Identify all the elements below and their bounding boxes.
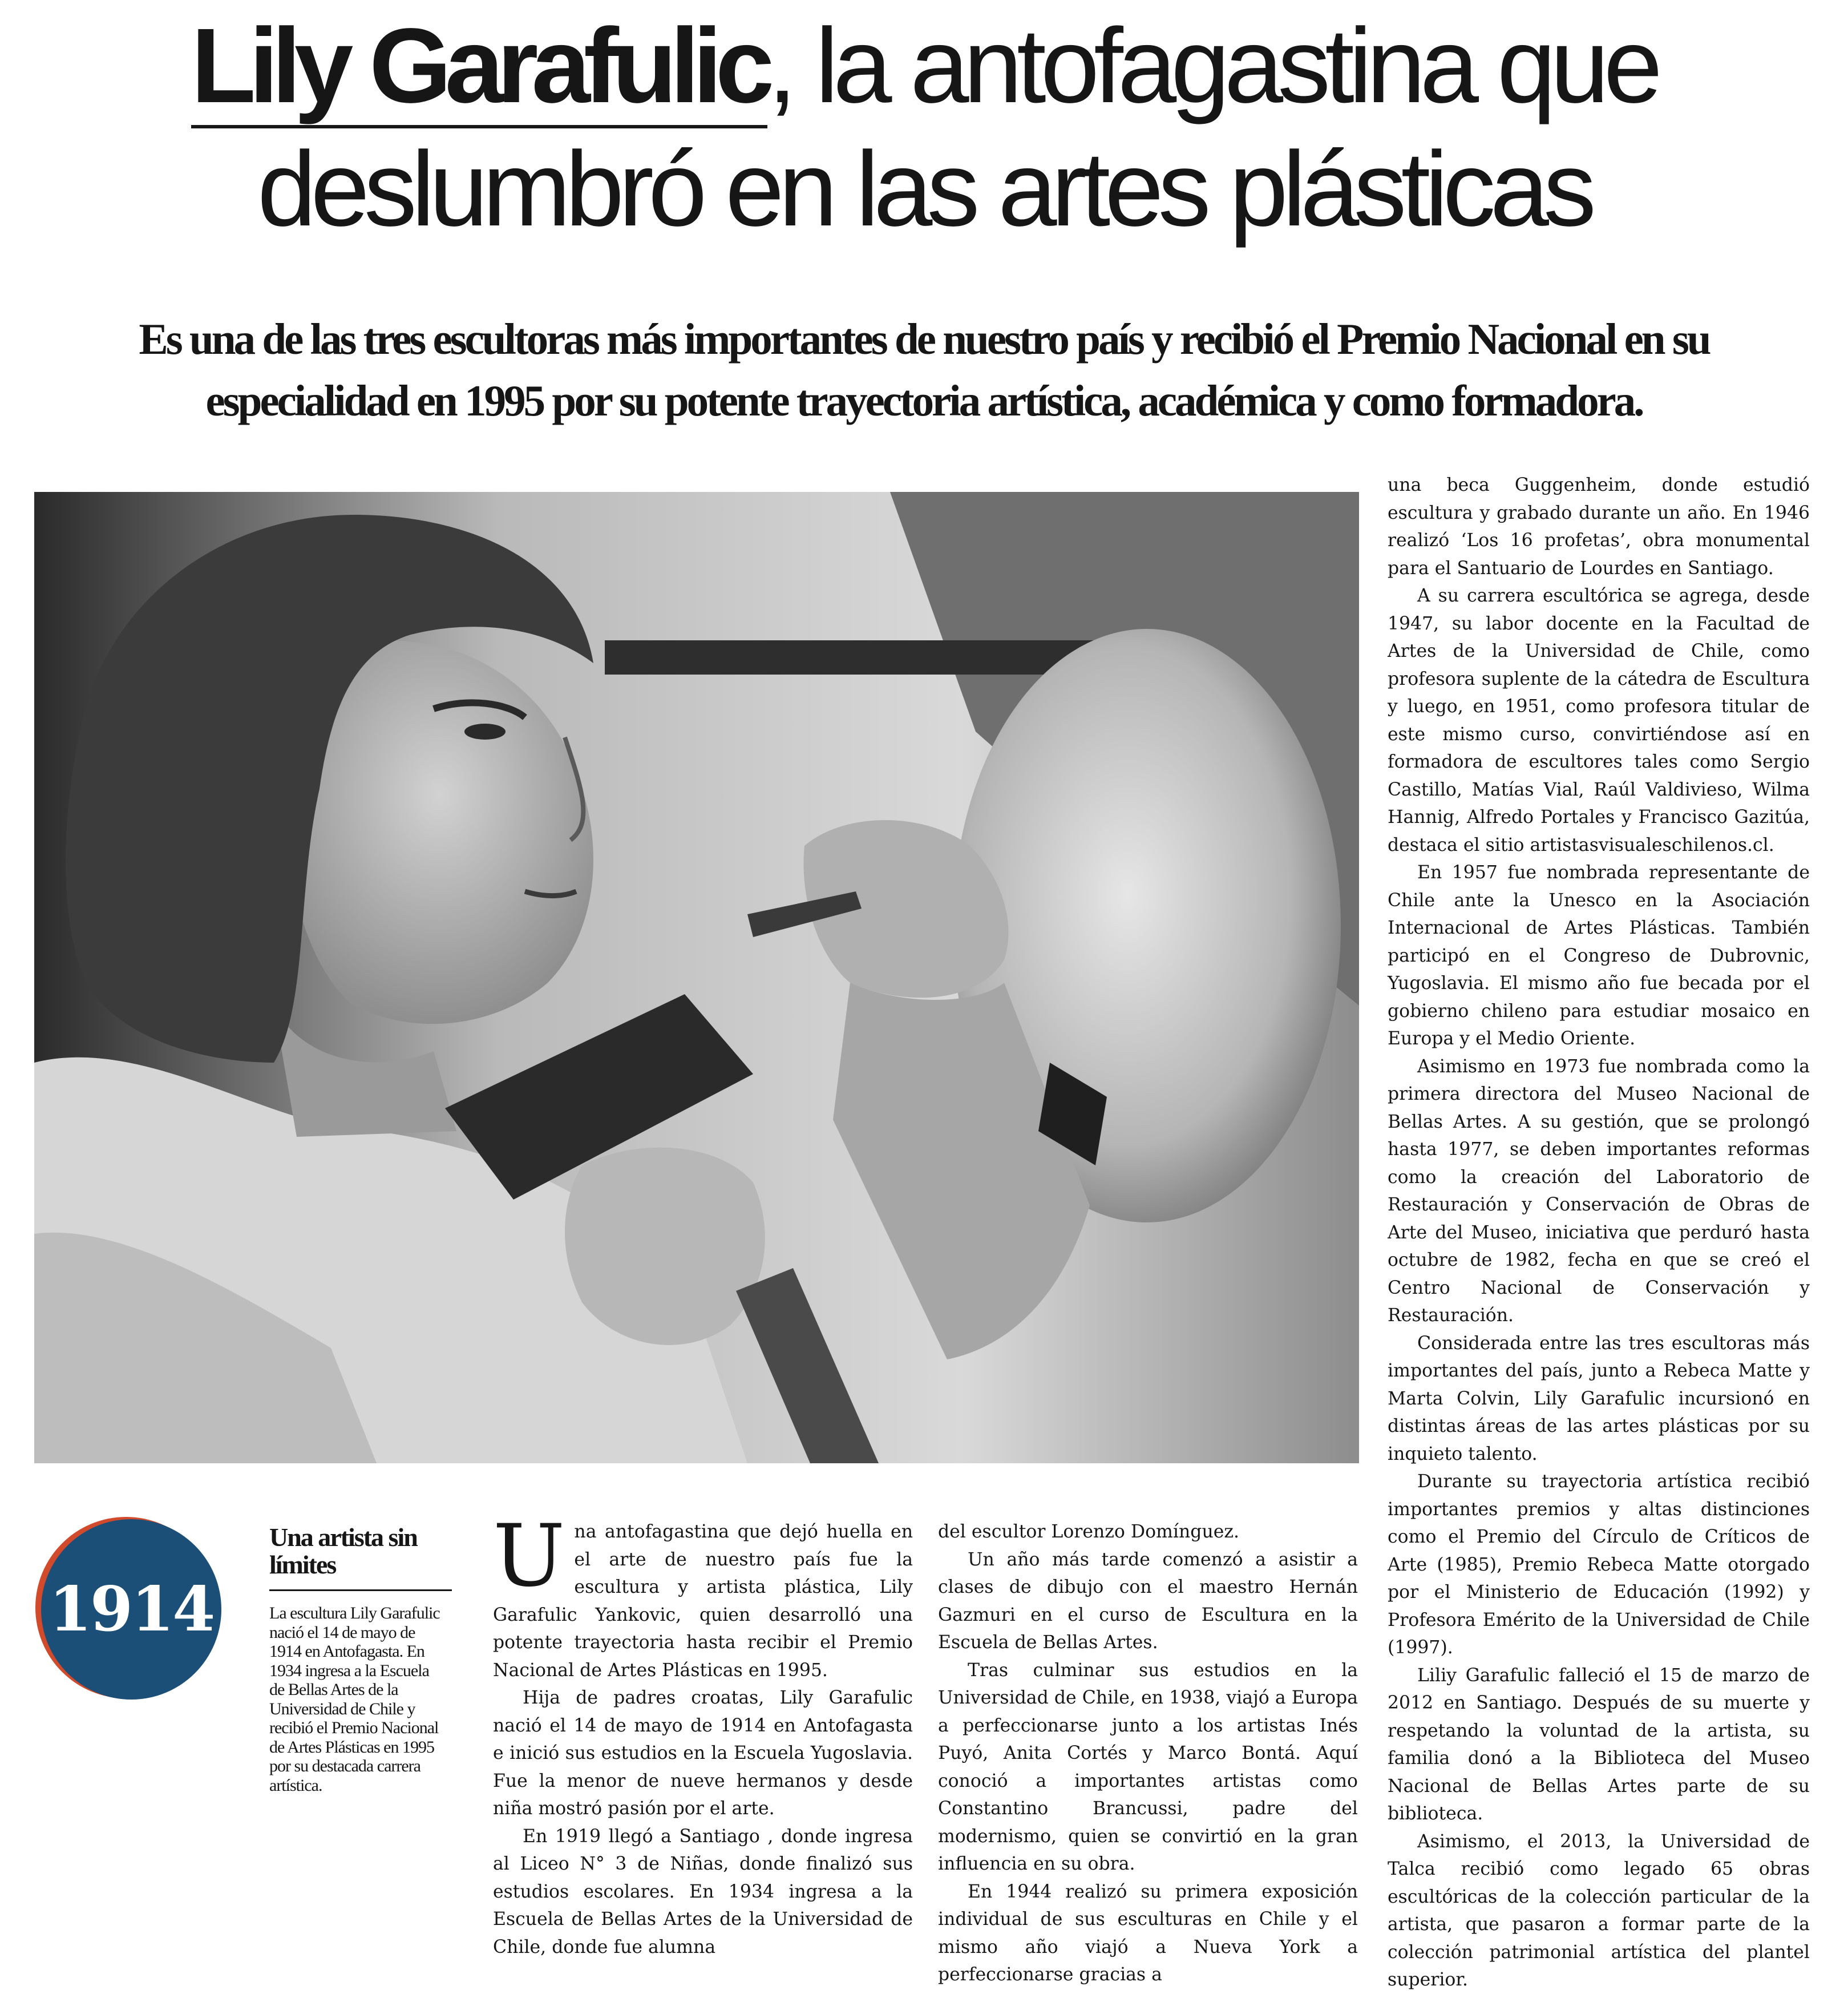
headline-name: Lily Garafulic [191,7,767,128]
paragraph: Asimismo en 1973 fue nombrada como la primera directora del Museo Nacional de Bellas Artes. A su gestión, que se prolongó hasta 1977, se deben importantes reformas como la creación del Laboratorio de Restauración y Conservación de Obras de Arte del Museo, iniciativa que perduró hasta octubre de 1982, fecha en que se creó el Centro Nacional de Conservación y Restauración. [1388,1056,1810,1326]
article-column-3 [1388,471,1810,1994]
paragraph: una beca Guggenheim, donde estudió escultura y grabado durante un año. En 1946 realizó ‘Los 16 profetas’, obra monumental para el Santuario de Lourdes en Santiago. [1388,475,1810,579]
paragraph: En 1919 llegó a Santiago , donde ingresa al Liceo N° 3 de Niñas, donde finalizó sus estudios escolares. En 1934 ingresa a la Escuela de Bellas Artes de la Universidad de Chile, donde fue alumna [493,1826,913,1957]
paragraph: Durante su trayectoria artística recibió importantes premios y altas distinciones como el Premio del Círculo de Críticos de Arte (1985), Premio Rebeca Matte otorgado por el Ministerio de Educación (1992) y Profesora Emérito de la Universidad de Chile (1997). [1388,1471,1810,1658]
paragraph-text: na antofagastina que dejó huella en el arte de nuestro país fue la escultura y artista plástica, Lily Garafulic Yankovic, quien desarrolló una potente trayectoria hasta recibir el Premio Nacional de Artes Plásticas en 1995. [493,1521,913,1681]
headline-line-2: deslumbró en las artes plásticas [257,130,1591,248]
paragraph: del escultor Lorenzo Domínguez. [938,1521,1239,1542]
year-badge-text: 1914 [48,1573,214,1645]
subheadline: Es una de las tres escultoras más importantes de nuestro país y recibió el Premio Nacional en su especialidad en 1995 por su potente trayectoria artística, académica y como formadora. [139,314,1709,425]
paragraph: Considerada entre las tres escultoras más importantes del país, junto a Rebeca Matte y Marta Colvin, Lily Garafulic incursionó en distintas áreas de las artes plásticas por su inquieto talento. [1388,1333,1810,1464]
article-column-2 [938,1518,1358,1989]
headline-line-1 [0,9,1848,123]
paragraph: Tras culminar sus estudios en la Universidad de Chile, en 1938, viajó a Europa a perfeccionarse junto a los artistas Inés Puyó, Anita Cortés y Marco Bontá. Aquí conoció a importantes artistas como Constantino Brancussi, padre del modernismo, quien se convirtió en la gran influencia en su obra. [938,1660,1358,1874]
sidebar-text: La escultura Lily Garafulic nació el 14 de mayo de 1914 en Antofagasta. En 1934 ingresa a la Escuela de Bellas Artes de la Universidad de Chile y recibió el Premio Nacional de Artes Plásticas en 1995 por su destacada carrera artística. [269,1604,440,1795]
paragraph: En 1944 realizó su primera exposición individual de sus esculturas en Chile y el mismo año viajó a Nueva York a perfeccionarse gracias a [938,1881,1358,1985]
headline-line-1-rest: , la antofagastina que [767,7,1657,125]
paragraph [493,1507,913,1684]
sidebar-title: Una artista sin límites [269,1523,417,1579]
paragraph: Asimismo, el 2013, la Universidad de Talca recibió como legado 65 obras escultóricas de la colección particular de la artista, que pasaron a formar parte de la colección patrimonial artística del plantel superior. [1388,1831,1810,1990]
sculptor-photo [34,492,1359,1463]
paragraph: Liliy Garafulic falleció el 15 de marzo de 2012 en Santiago. Después de su muerte y respetando la voluntad de la artista, su familia donó a la Biblioteca del Museo Nacional de Bellas Artes parte de su biblioteca. [1388,1665,1810,1824]
paragraph: Hija de padres croatas, Lily Garafulic nació el 14 de mayo de 1914 en Antofagasta e inició sus estudios en la Escuela Yugoslavia. Fue la menor de nueve hermanos y desde niña mostró pasión por el arte. [493,1688,913,1819]
drop-cap: U [493,1507,565,1606]
paragraph: Un año más tarde comenzó a asistir a clases de dibujo con el maestro Hernán Gazmuri en el curso de Escultura en la Escuela de Bellas Artes. [938,1549,1358,1653]
sidebar-divider [269,1589,452,1591]
paragraph: En 1957 fue nombrada representante de Chile ante la Unesco en la Asociación Internacional de Artes Plásticas. También participó en el Congreso de Dubrovnic, Yugoslavia. El mismo año fue becada por el gobierno chileno para estudiar mosaico en Europa y el Medio Oriente. [1388,862,1810,1049]
article-column-1 [493,1507,913,1961]
paragraph: A su carrera escultórica se agrega, desde 1947, su labor docente en la Facultad de Artes de la Universidad de Chile, como profesora suplente de la cátedra de Escultura y luego, en 1951, como profesora titular de este mismo curso, convirtiéndose así en formadora de escultores tales como Sergio Castillo, Matías Vial, Raúl Valdivieso, Wilma Hannig, Alfredo Portales y Francisco Gazitúa, destaca el sitio artistasvisualeschilenos.cl. [1388,586,1810,855]
year-badge [41,1519,221,1700]
